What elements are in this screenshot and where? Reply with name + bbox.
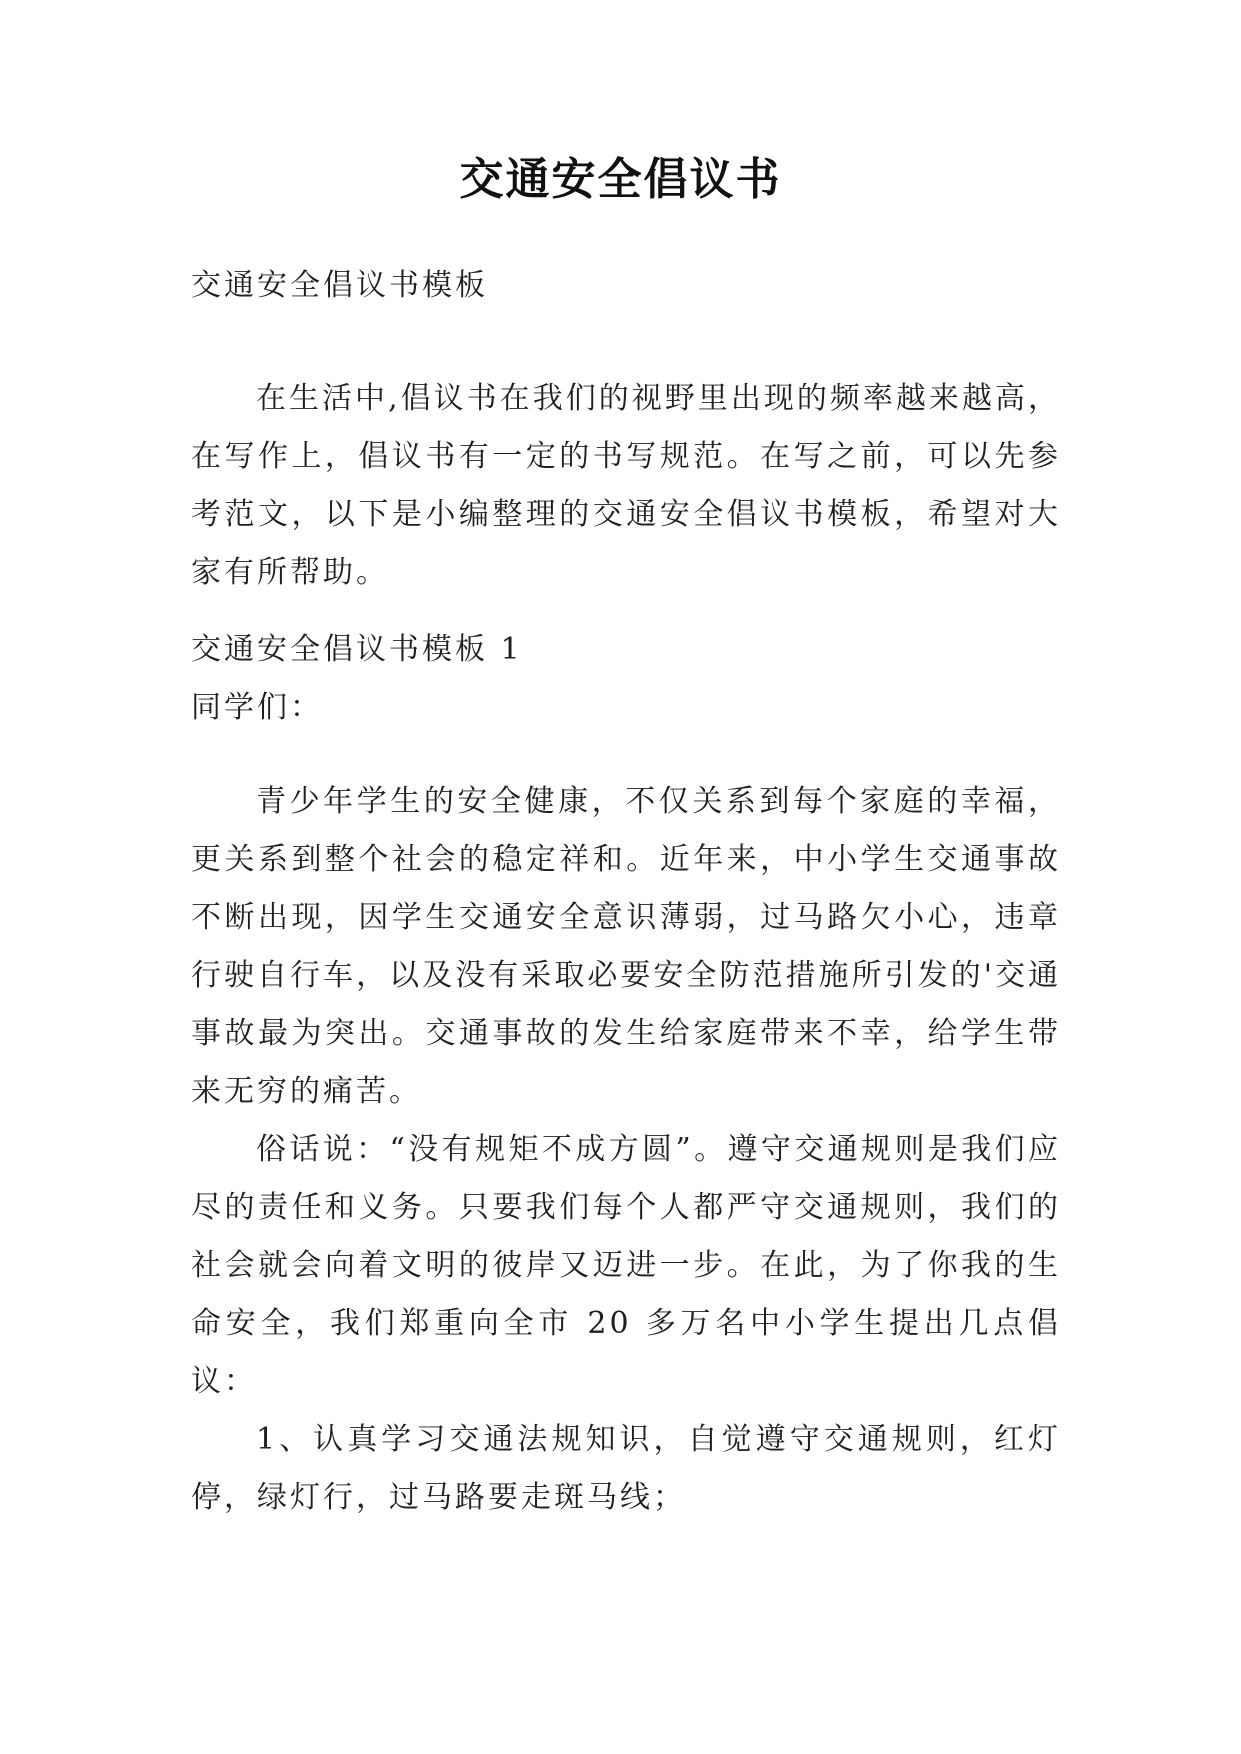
section-heading: 交通安全倡议书模板 1	[191, 632, 523, 667]
subtitle-text: 交通安全倡议书模板	[191, 268, 488, 303]
intro-text: 在生活中,倡议书在我们的视野里出现的频率越来越高，在写作上，倡议书有一定的书写规范。在写之前，可以先参考范文，以下是小编整理的交通安全倡议书模板，希望对大家有所帮助。	[191, 381, 1061, 590]
body-paragraph: 1、认真学习交通法规知识，自觉遵守交通规则，红灯停，绿灯行，过马路要走斑马线；	[191, 1422, 1061, 1515]
letter-body	[191, 773, 1061, 1527]
body-paragraph: 俗话说：“没有规矩不成方圆”。遵守交通规则是我们应尽的责任和义务。只要我们每个人都严守交通规则，我们的社会就会向着文明的彼岸又迈进一步。在此，为了你我的生命安全，我们郑重向全市 20 多万名中小学生提出几点倡议：	[191, 1132, 1061, 1399]
document-subtitle	[191, 257, 1061, 315]
body-paragraph: 青少年学生的安全健康，不仅关系到每个家庭的幸福，更关系到整个社会的稳定祥和。近年来，中小学生交通事故不断出现，因学生交通安全意识薄弱，过马路欠小心，违章行驶自行车，以及没有采取必要安全防范措施所引发的'交通事故最为突出。交通事故的发生给家庭带来不幸，给学生带来无穷的痛苦。	[191, 784, 1061, 1109]
intro-paragraph	[191, 370, 1061, 602]
section-block	[191, 621, 1061, 737]
salutation: 同学们：	[191, 690, 323, 725]
document-title: 交通安全倡议书	[459, 154, 782, 205]
